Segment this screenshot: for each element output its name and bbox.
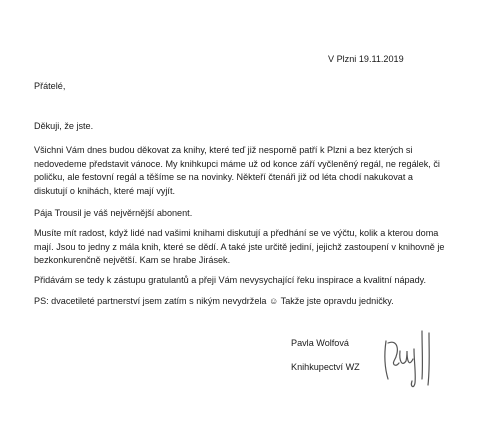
paragraph-ps <box>34 295 394 309</box>
paragraph-line: mají. Jsou to jedny z mála knih, které se dědí. A také jste určitě jediní, jejichž zastoupení v knihovně je <box>34 241 445 252</box>
greeting: Přátelé, <box>34 81 66 91</box>
paragraph-2 <box>34 207 192 221</box>
paragraph-line: PS: dvacetileté partnerství jsem zatím s nikým nevydržela ☺ Takže jste opravdu jedničky. <box>34 296 394 306</box>
paragraph-line: diskutují o knihách, které mají vyjít. <box>34 185 176 196</box>
paragraph-line: nedovedeme představit vánoce. My knihkupci máme už od konce září vyčleněný regál, ne regálek, či <box>34 158 440 169</box>
paragraph-line: Přidávám se tedy k zástupu gratulantů a přeji Vám nevysychající řeku inspirace a kvalitní nápady. <box>34 275 427 285</box>
letter-date: V Plzni 19.11.2019 <box>328 54 404 64</box>
signature-name: Pavla Wolfová <box>291 338 349 348</box>
thanks-line: Děkuji, že jste. <box>34 121 94 131</box>
paragraph-line: bezkonkurenčně největší. Kam se hrabe Jirásek. <box>34 255 231 266</box>
paragraph-line: Musíte mít radost, když lidé nad vašimi knihami diskutují a předhání se ve výčtu, kolik a kterou doma <box>34 228 439 238</box>
paragraph-4 <box>34 274 426 288</box>
paragraph-line: Pája Trousil je váš nejvěrnější abonent. <box>34 208 193 218</box>
paragraph-line: poličku, ale festovní regál a těšíme se na novinky. Někteří čtenáři již od léta chodí nakukovat a <box>34 172 413 183</box>
paragraph-3 <box>34 227 444 268</box>
handwritten-signature <box>372 321 444 393</box>
signature-company: Knihkupectví WZ <box>291 362 360 372</box>
paragraph-line: Všichni Vám dnes budou děkovat za knihy, které teď již nesporně patří k Plzni a bez kterých si <box>34 145 413 155</box>
paragraph-1 <box>34 144 440 198</box>
